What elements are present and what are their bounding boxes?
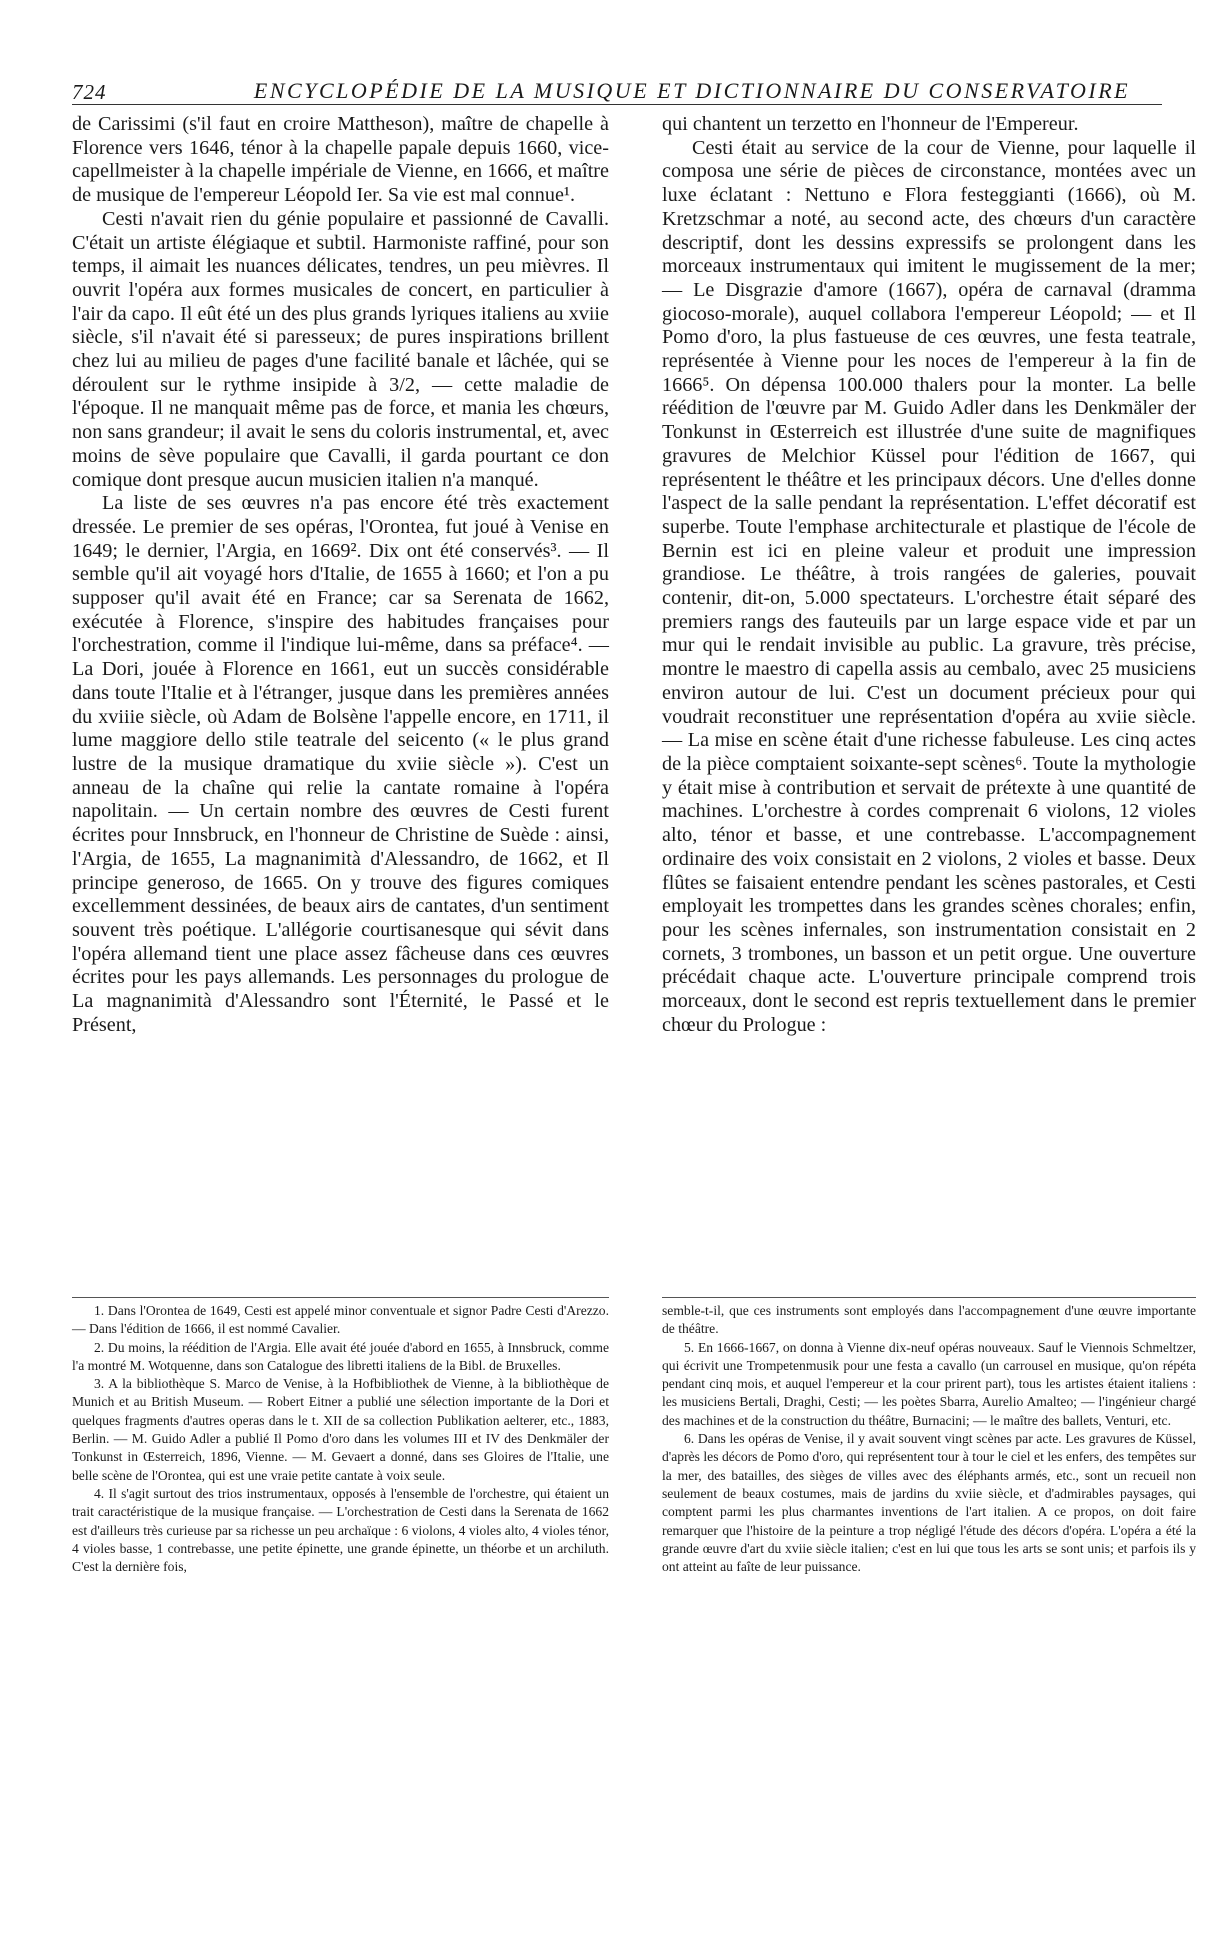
footnote: 2. Du moins, la réédition de l'Argia. Elle avait été jouée d'abord en 1655, à Innsbruck, comme l'a montré M. Wotquenne, dans son Catalogue des libretti italiens de la Bibl. de Bruxelles. <box>72 1339 609 1373</box>
paragraph: Cesti n'avait rien du génie populaire et passionné de Cavalli. C'était un artiste élégiaque et subtil. Harmoniste raffiné, pour son temps, il aimait les nuances délicates, tendres, un peu mièvres. Il ouvrit l'opéra aux formes musicales de concert, en particulier à l'air da capo. Il eût été un des plus grands lyriques italiens au xviie siècle, s'il n'avait été si paresseux; de pures inspirations brillent chez lui au milieu de pages d'une facilité banale et lâchée, qui se déroulent sur le rythme insipide à 3/2, — cette maladie de l'époque. Il ne manquait même pas de force, et mania les chœurs, non sans grandeur; il avait le sens du coloris instrumental, et, avec moins de sève populaire que Cavalli, il garda pourtant ce don comique dont presque aucun musicien italien n'a manqué. <box>72 207 609 491</box>
paragraph: de Carissimi (s'il faut en croire Mattheson), maître de chapelle à Florence vers 1646, ténor à la chapelle papale depuis 1660, vice-capellmeister à la chapelle impériale de Vienne, en 1666, et maître de musique de l'empereur Léopold Ier. Sa vie est mal connue¹. <box>72 113 609 207</box>
right-column <box>662 113 1196 1037</box>
paragraph: qui chantent un terzetto en l'honneur de l'Empereur. <box>662 113 1079 135</box>
footnotes-left <box>72 1302 609 1576</box>
footnote: 4. Il s'agit surtout des trios instrumentaux, opposés à l'ensemble de l'orchestre, qui étaient un trait caractéristique de la musique française. — L'orchestration de Cesti dans la Serenata de 1662 est d'ailleurs très curieuse par sa richesse un peu archaïque : 6 violons, 4 violes alto, 4 violes ténor, 4 violes basse, 1 contrebasse, une petite épinette, une grande épinette, un théorbe et un archiluth. C'est la dernière fois, <box>72 1485 609 1575</box>
footnote: 5. En 1666-1667, on donna à Vienne dix-neuf opéras nouveaux. Sauf le Viennois Schmeltzer, qui écrivit une Trompetenmusik pour une festa a cavallo (un carrousel en musique, qu'on répéta pendant cinq mois, et auquel l'empereur et la cour prirent part), tous les artistes étaient italiens : les musiciens Bertali, Draghi, Cesti; — les poètes Sbarra, Aurelio Amalteo; — l'ingénieur chargé des machines et de la construction du théâtre, Burnacini; — le maître des ballets, Venturi, etc. <box>662 1339 1196 1428</box>
footnote: 3. A la bibliothèque S. Marco de Venise, à la Hofbibliothek de Vienne, à la bibliothèque de Munich et au British Museum. — Robert Eitner a publié une sélection importante de la Dori et quelques fragments d'autres operas dans le t. XII de sa collection Publikation aelterer, etc., 1883, Berlin. — M. Guido Adler a publié Il Pomo d'oro dans les volumes III et IV des Denkmäler der Tonkunst in Œsterreich, 1896, Vienne. — M. Gevaert a donné, dans ses Gloires de l'Italie, une belle scène de l'Orontea, qui est une vraie petite cantate à voix seule. <box>72 1376 609 1483</box>
footnote-divider <box>72 1297 609 1298</box>
paragraph: La liste de ses œuvres n'a pas encore été très exactement dressée. Le premier de ses opéras, l'Orontea, fut joué à Venise en 1649; le dernier, l'Argia, en 1669². Dix ont été conservés³. — Il semble qu'il ait voyagé hors d'Italie, de 1655 à 1660; et l'on a pu supposer qu'il avait été en France; car sa Serenata de 1662, exécutée à Florence, s'inspire des habitudes françaises pour l'orchestration, comme il l'indique lui-même, dans sa préface⁴. — La Dori, jouée à Florence en 1661, eut un succès considérable dans toute l'Italie et à l'étranger, jusque dans les premières années du xviiie siècle, où Adam de Bolsène l'appelle encore, en 1711, il lume maggiore dello stile teatrale del seicento (« le plus grand lustre de la musique dramatique du xviie siècle »). C'est un anneau de la chaîne qui relie la cantate romaine à l'opéra napolitain. — Un certain nombre des œuvres de Cesti furent écrites pour Innsbruck, en l'honneur de Christine de Suède : ainsi, l'Argia, de 1655, La magnanimità d'Alessandro, de 1662, et Il principe generoso, de 1665. On y trouve des figures comiques excellemment dessinées, de beaux airs de cantates, d'un sentiment souvent très poétique. L'allégorie courtisanesque qui sévit dans l'opéra allemand tient une place assez fâcheuse dans ces œuvres écrites pour les pays allemands. Les personnages du prologue de La magnanimità d'Alessandro sont l'Éternité, le Passé et le Présent, <box>72 492 609 1036</box>
page-header <box>72 74 1162 105</box>
footnote: 6. Dans les opéras de Venise, il y avait souvent vingt scènes par acte. Les gravures de Küssel, d'après les décors de Pomo d'oro, qui représentent tour à tour le ciel et les enfers, des tempêtes sur la mer, des batailles, des sièges de villes avec des éléphants armés, etc., sont un recueil non seulement de beaux costumes, mais de jardins du xviie siècle, et d'admirables paysages, qui comptent parmi les plus charmantes inventions de l'art italien. A ce propos, on doit faire remarquer que l'histoire de la peinture a trop négligé l'étude des décors d'opéra. L'opéra a été la grande œuvre d'art du xviie siècle italien; c'est en lui que tous les arts se sont unis; et parfois ils y ont atteint au faîte de leur puissance. <box>662 1431 1196 1575</box>
page-number: 724 <box>72 80 107 104</box>
footnote-continuation: semble-t-il, que ces instruments sont employés dans l'accompagnement d'une œuvre importante de théâtre. <box>662 1303 1196 1337</box>
running-title: ENCYCLOPÉDIE DE LA MUSIQUE ET DICTIONNAIRE DU CONSERVATOIRE <box>253 78 1131 103</box>
footnote: 1. Dans l'Orontea de 1649, Cesti est appelé minor conventuale et signor Padre Cesti d'Arezzo. — Dans l'édition de 1666, il est nommé Cavalier. <box>72 1303 609 1337</box>
footnote-divider <box>662 1297 1196 1298</box>
left-column <box>72 113 609 1037</box>
footnotes-right <box>662 1302 1196 1576</box>
paragraph: Cesti était au service de la cour de Vienne, pour laquelle il composa une série de pièces de circonstance, montées avec un luxe éclatant : Nettuno e Flora festeggianti (1666), où M. Kretzschmar a noté, au second acte, des chœurs d'un caractère descriptif, dont les dessins expressifs se prolongent dans les morceaux instrumentaux qui imitent le mugissement de la mer; — Le Disgrazie d'amore (1667), opéra de carnaval (dramma giocoso-morale), auquel collabora l'empereur Léopold; — et Il Pomo d'oro, la plus fastueuse de ces œuvres, une festa teatrale, représentée à Vienne pour les noces de l'empereur à la fin de 1666⁵. On dépensa 100.000 thalers pour la monter. La belle réédition de l'œuvre par M. Guido Adler dans les Denkmäler der Tonkunst in Œsterreich est illustrée d'une suite de magnifiques gravures de Melchior Küssel pour l'édition de 1667, qui représentent le théâtre et les principaux décors. Une d'elles donne l'aspect de la salle pendant la représentation. L'effet décoratif est superbe. Toute l'emphase architecturale et plastique de l'école de Bernin est ici en pleine valeur et produit une impression grandiose. Le théâtre, à trois rangées de galeries, pouvait contenir, dit-on, 5.000 spectateurs. L'orchestre était séparé des premiers rangs des fauteuils par un large espace vide et par un mur qui le rendait invisible au public. La gravure, très précise, montre le maestro di capella assis au cembalo, avec 25 musiciens environ autour de lui. C'est un document précieux pour qui voudrait reconstituer une représentation d'opéra au xviie siècle. — La mise en scène était d'une richesse fabuleuse. Les cinq actes de la pièce comptaient soixante-sept scènes⁶. Toute la mythologie y était mise à contribution et servait de prétexte à une quantité de machines. L'orchestre à cordes comprenait 6 violons, 12 violes alto, ténor et basse, et une contrebasse. L'accompagnement ordinaire des voix consistait en 2 violons, 2 violes et basse. Deux flûtes se faisaient entendre pendant les scènes pastorales, et Cesti employait les trompettes dans les grandes scènes chorales; enfin, pour les scènes infernales, son instrumentation consistait en 2 cornets, 3 trombones, un basson et un petit orgue. Une ouverture précédait chaque acte. L'ouverture principale comprend trois morceaux, dont le second est repris textuellement dans le premier chœur du Prologue : <box>662 136 1196 1036</box>
